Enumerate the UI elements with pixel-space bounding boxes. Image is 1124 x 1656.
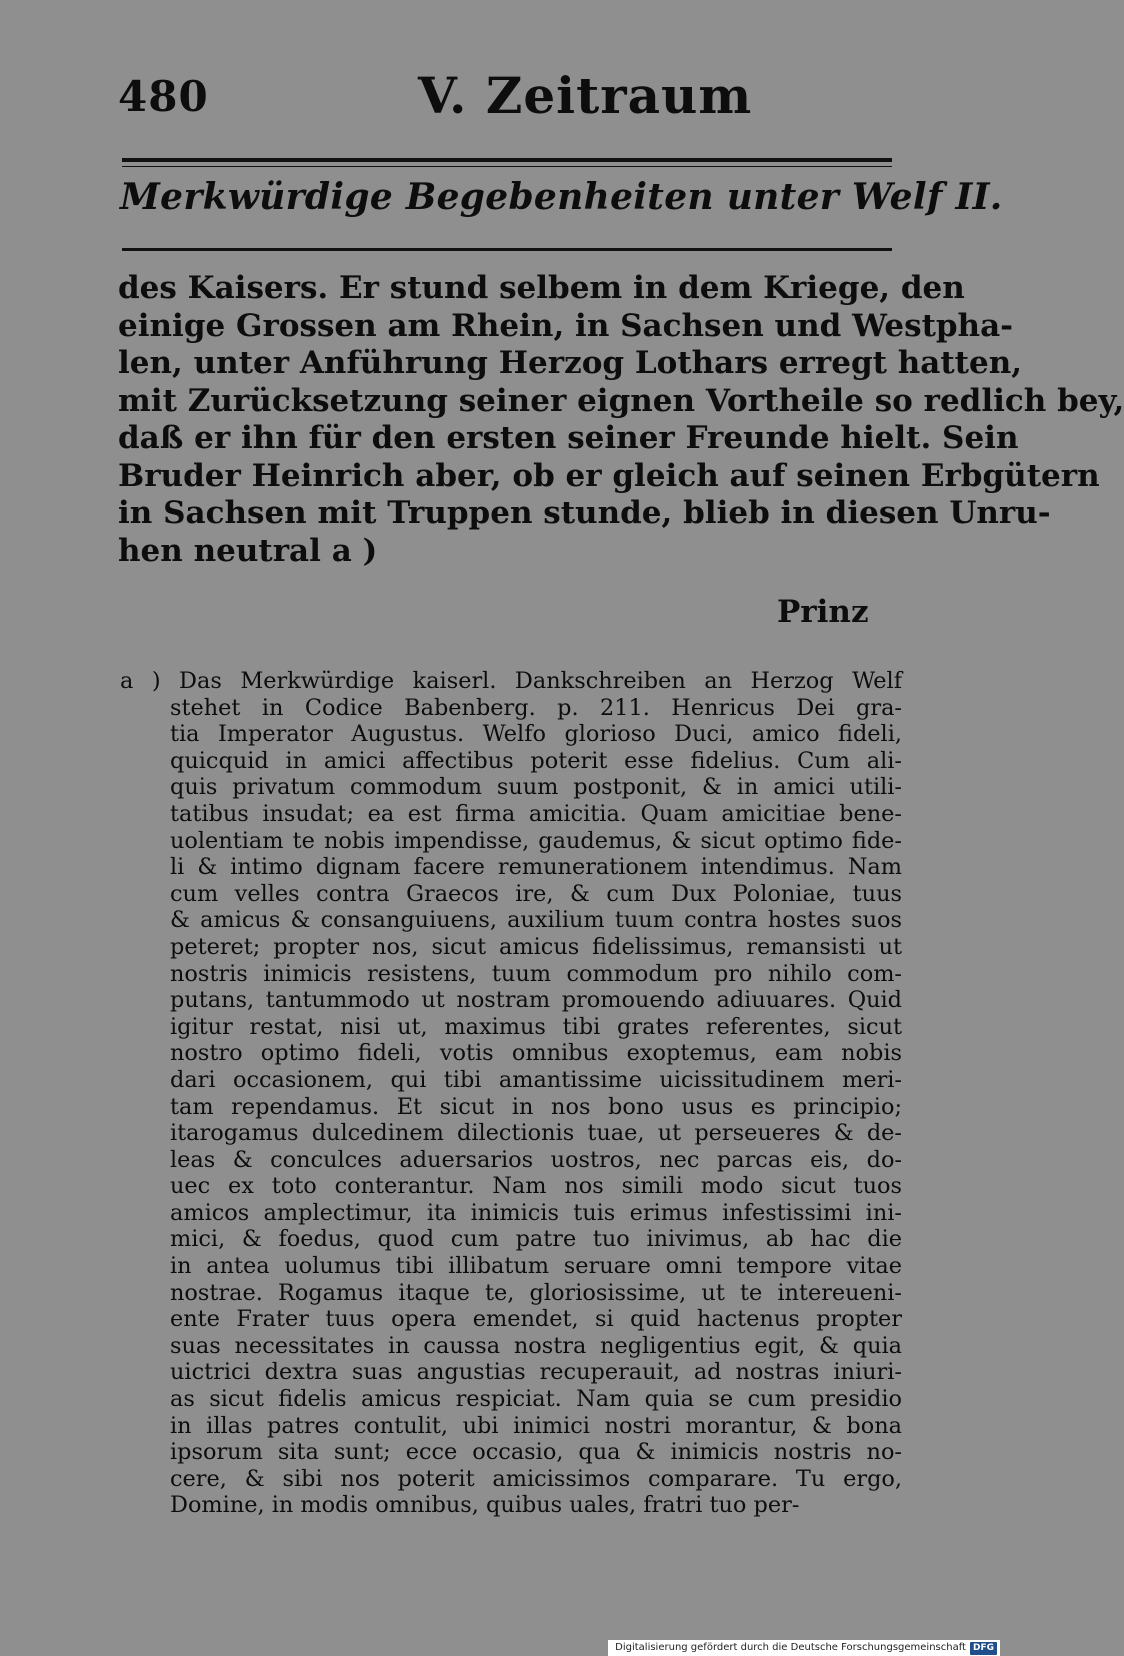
main-text-line: mit Zurücksetzung seiner eignen Vortheile so redlich bey, [118, 382, 1124, 419]
footnote-line: peteret; propter nos, sicut amicus fidelissimus, remansisti ut [170, 933, 902, 960]
main-text-line: Bruder Heinrich aber, ob er gleich auf seinen Erbgütern [118, 457, 1100, 494]
footnote-line: in illas patres contulit, ubi inimici nostri morantur, & bona [170, 1412, 902, 1439]
main-text-line: hen neutral a ) [118, 532, 378, 569]
footnote-line: & amicus & consanguiuens, auxilium tuum contra hostes suos [170, 907, 902, 934]
footnote-line: suas necessitates in caussa nostra negligentius egit, & quia [170, 1332, 902, 1359]
footnote-line: cere, & sibi nos poterit amicissimos comparare. Tu ergo, [170, 1465, 902, 1492]
footnote-line: in antea uolumus tibi illibatum seruare omni tempore vitae [170, 1253, 902, 1280]
footnote-line: putans, tantummodo ut nostram promouendo adiuuares. Quid [170, 987, 902, 1014]
main-text-line: daß er ihn für den ersten seiner Freunde hielt. Sein [118, 420, 1019, 456]
title-rule [122, 248, 892, 251]
footnote-line: quis privatum commodum suum postponit, & in amici utili- [170, 774, 902, 801]
running-head: V. Zeitraum [418, 66, 753, 125]
page-header [118, 62, 893, 132]
footnote-line: ente Frater tuus opera emendet, si quid hactenus propter [170, 1306, 902, 1333]
footnote-line: tam rependamus. Et sicut in nos bono usus es principio; [170, 1093, 902, 1120]
footnote-line: dari occasionem, qui tibi amantissime uicissitudinem meri- [170, 1066, 902, 1093]
digitization-credit [608, 1640, 1000, 1656]
section-title: Merkwürdige Begebenheiten unter Welf II. [120, 176, 1003, 218]
footnote-line: Domine, in modis omnibus, quibus uales, fratri tuo per- [170, 1492, 800, 1519]
footnote-line: ipsorum sita sunt; ecce occasio, qua & inimicis nostris no- [170, 1439, 902, 1466]
footnote-line: li & intimo dignam facere remunerationem intendimus. Nam [170, 854, 902, 881]
footnote-line: nostris inimicis resistens, tuum commodum pro nihilo com- [170, 960, 902, 987]
catchword: Prinz [777, 594, 869, 630]
footnote-line: a ) Das Merkwürdige kaiserl. Dankschreiben an Herzog Welf [120, 668, 902, 694]
main-text-block [118, 270, 1124, 570]
header-rule-thin [122, 166, 892, 167]
main-text-line: len, unter Anführung Herzog Lothars erregt hatten, [118, 345, 1023, 381]
footnote-line: igitur restat, nisi ut, maximus tibi grates referentes, sicut [170, 1013, 902, 1040]
header-rule-thick [122, 158, 892, 162]
footnote-block [120, 668, 902, 1519]
dfg-logo: DFG [970, 1642, 997, 1655]
page-number: 480 [118, 72, 209, 121]
footnote-line: tatibus insudat; ea est firma amicitia. Quam amicitiae bene- [170, 800, 902, 827]
footnote-line: mici, & foedus, quod cum patre tuo inivimus, ab hac die [170, 1226, 902, 1253]
main-text-line: einige Grossen am Rhein, in Sachsen und Westpha- [118, 307, 1014, 344]
footnote-line: itarogamus dulcedinem dilectionis tuae, ut perseueres & de- [170, 1120, 902, 1147]
footnote-line: cum velles contra Graecos ire, & cum Dux Poloniae, tuus [170, 880, 902, 907]
footnote-line: tia Imperator Augustus. Welfo glorioso Duci, amico fideli, [170, 721, 902, 748]
footnote-line: leas & conculces aduersarios uostros, nec parcas eis, do- [170, 1146, 902, 1173]
footnote-line: uictrici dextra suas angustias recuperauit, ad nostras iniuri- [170, 1359, 902, 1386]
main-text-line: in Sachsen mit Truppen stunde, blieb in diesen Unru- [118, 495, 1051, 531]
footnote-line: quicquid in amici affectibus poterit esse fidelius. Cum ali- [170, 747, 902, 774]
footnote-line: as sicut fidelis amicus respiciat. Nam quia se cum presidio [170, 1386, 902, 1413]
footnote-line: amicos amplectimur, ita inimicis tuis erimus infestissimi ini- [170, 1199, 902, 1226]
footnote-line: nostro optimo fideli, votis omnibus exoptemus, eam nobis [170, 1040, 902, 1067]
footnote-line: nostrae. Rogamus itaque te, gloriosissime, ut te intereueni- [170, 1279, 902, 1306]
footnote-line: uec ex toto conterantur. Nam nos simili modo sicut tuos [170, 1173, 902, 1200]
footnote-line: stehet in Codice Babenberg. p. 211. Henricus Dei gra- [170, 694, 902, 721]
main-text-line: des Kaisers. Er stund selbem in dem Kriege, den [118, 270, 965, 306]
credit-text: Digitalisierung gefördert durch die Deutsche Forschungsgemeinschaft [615, 1642, 966, 1653]
footnote-line: uolentiam te nobis impendisse, gaudemus, & sicut optimo fide- [170, 827, 902, 854]
